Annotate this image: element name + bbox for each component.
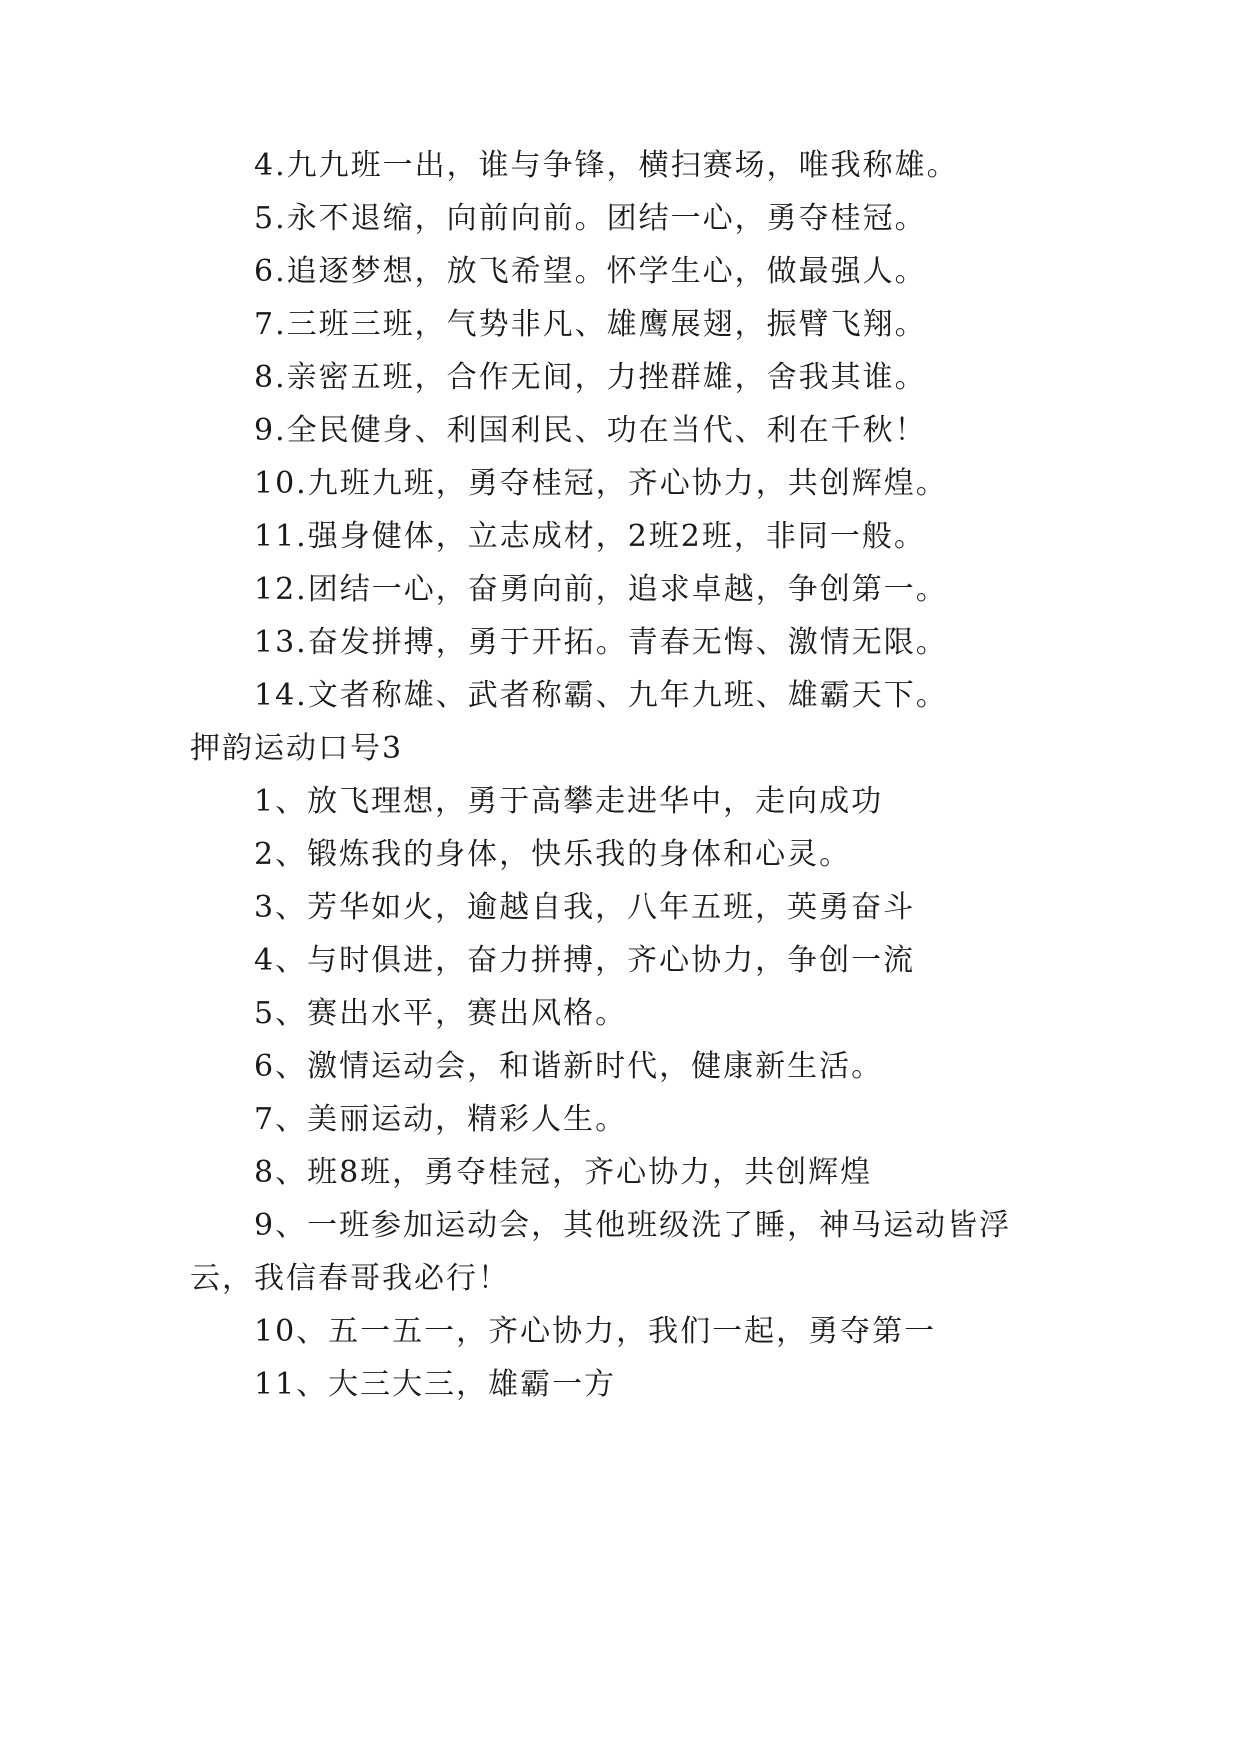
rhyme-slogan-3: 3、芳华如火，逾越自我，八年五班，英勇奋斗 xyxy=(254,890,916,925)
slogan-line-11: 11.强身健体，立志成材，2班2班，非同一般。 xyxy=(254,519,926,554)
rhyme-slogan-9-continued: 云，我信春哥我必行！ xyxy=(190,1261,510,1296)
rhyme-slogan-10: 10、五一五一，齐心协力，我们一起，勇夺第一 xyxy=(254,1314,937,1349)
section-heading: 押韵运动口号3 xyxy=(190,731,404,766)
rhyme-slogan-11: 11、大三大三，雄霸一方 xyxy=(254,1367,617,1402)
slogan-line-8: 8.亲密五班，合作无间，力挫群雄，舍我其谁。 xyxy=(254,360,927,395)
rhyme-slogan-6: 6、激情运动会，和谐新时代，健康新生活。 xyxy=(254,1049,884,1084)
slogan-line-9: 9.全民健身、利国利民、功在当代、利在千秋！ xyxy=(254,413,927,448)
slogan-line-14: 14.文者称雄、武者称霸、九年九班、雄霸天下。 xyxy=(254,678,948,713)
slogan-line-12: 12.团结一心，奋勇向前，追求卓越，争创第一。 xyxy=(254,572,948,607)
slogan-line-5: 5.永不退缩，向前向前。团结一心，勇夺桂冠。 xyxy=(254,201,927,236)
rhyme-slogan-1: 1、放飞理想，勇于高攀走进华中，走向成功 xyxy=(254,784,884,819)
rhyme-slogan-4: 4、与时俱进，奋力拼搏，齐心协力，争创一流 xyxy=(254,943,916,978)
rhyme-slogan-9: 9、一班参加运动会，其他班级洗了睡，神马运动皆浮 xyxy=(254,1208,1012,1243)
slogan-line-6: 6.追逐梦想，放飞希望。怀学生心，做最强人。 xyxy=(254,254,927,289)
slogan-line-10: 10.九班九班，勇夺桂冠，齐心协力，共创辉煌。 xyxy=(254,466,948,501)
slogan-line-4: 4.九九班一出，谁与争锋，横扫赛场，唯我称雄。 xyxy=(254,148,959,183)
rhyme-slogan-7: 7、美丽运动，精彩人生。 xyxy=(254,1102,628,1137)
slogan-line-13: 13.奋发拼搏，勇于开拓。青春无悔、激情无限。 xyxy=(254,625,948,660)
rhyme-slogan-8: 8、班8班，勇夺桂冠，齐心协力，共创辉煌 xyxy=(254,1155,873,1190)
rhyme-slogan-2: 2、锻炼我的身体，快乐我的身体和心灵。 xyxy=(254,837,852,872)
slogan-line-7: 7.三班三班，气势非凡、雄鹰展翅，振臂飞翔。 xyxy=(254,307,927,342)
rhyme-slogan-5: 5、赛出水平，赛出风格。 xyxy=(254,996,628,1031)
